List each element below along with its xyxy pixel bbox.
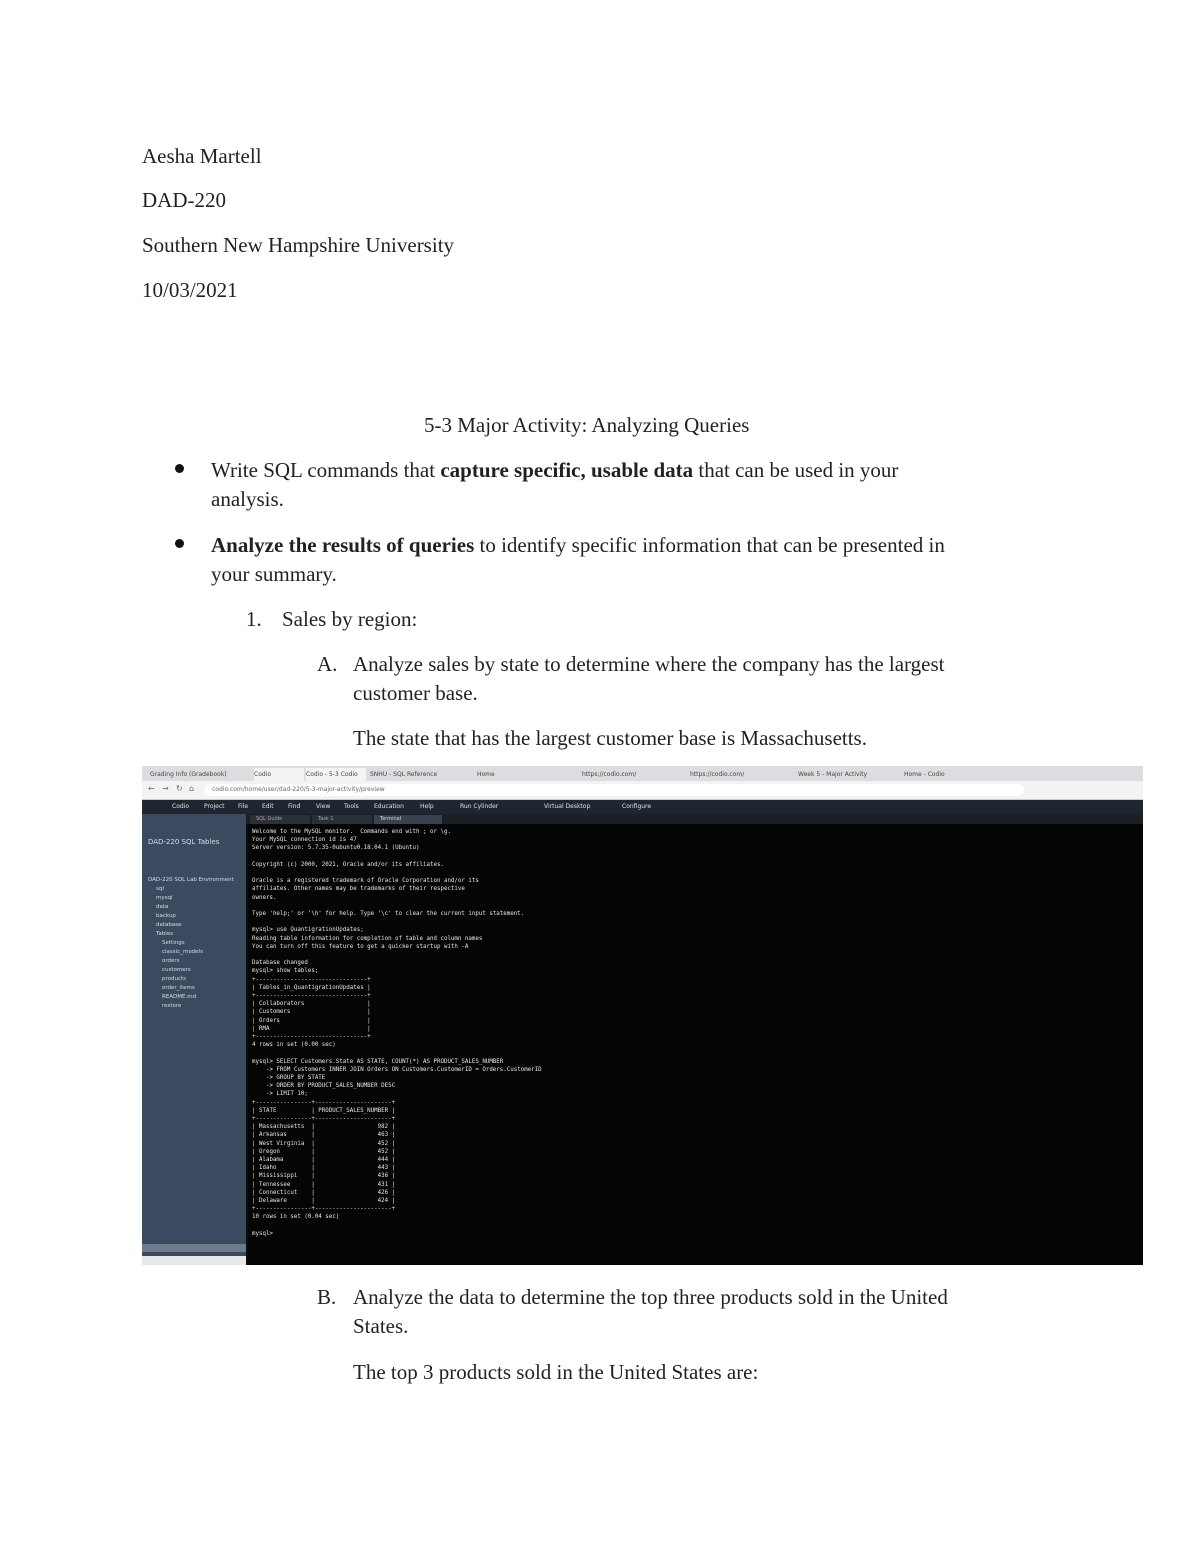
terminal-line: | Alabama | 444 | [252, 1157, 396, 1163]
reload-icon: ↻ [176, 784, 183, 793]
browser-tab: Grading Info (Gradebook) [150, 771, 227, 778]
terminal-line: | RMA | [252, 1025, 371, 1032]
menu-item: Tools [344, 803, 359, 810]
item-a-line2: customer base. [353, 681, 478, 705]
item-1-text: Sales by region: [282, 607, 418, 631]
terminal-line: Copyright (c) 2000, 2021, Oracle and/or its affiliates. [252, 861, 444, 868]
author-name: Aesha Martell [142, 144, 262, 168]
terminal-tab[interactable]: Task 1 [312, 815, 372, 824]
bullet-1-line2: analysis. [211, 487, 284, 511]
terminal-line: | Collaborators | [252, 1001, 371, 1008]
browser-tab: Week 5 - Major Activity [798, 771, 868, 778]
terminal-line: mysql> [252, 1230, 277, 1237]
item-a-letter: A. [317, 652, 338, 676]
browser-tab: https://codio.com/ [690, 771, 745, 778]
terminal-line: 10 rows in set (0.04 sec) [252, 1214, 340, 1221]
terminal-line: -> FROM Customers INNER JOIN Orders ON Customers.CustomerID = Orders.CustomerID [252, 1066, 542, 1073]
sidebar-item: database [156, 922, 182, 928]
home-icon: ⌂ [189, 784, 195, 793]
sidebar-item: DAD-220 SQL Lab Environment [148, 877, 234, 883]
terminal-line: | Delaware | 424 | [252, 1198, 396, 1204]
menu-item: File [238, 803, 249, 810]
sidebar-item: Settings [162, 940, 185, 946]
university-name: Southern New Hampshire University [142, 233, 455, 257]
sidebar-item: order_items [162, 985, 195, 991]
menu-item: Find [288, 803, 301, 810]
terminal-line: | Orders | [252, 1017, 371, 1024]
terminal-line: Welcome to the MySQL monitor. Commands end with ; or \g. [252, 829, 451, 835]
terminal-line: -> LIMIT 10; [252, 1091, 308, 1098]
sidebar-item: classic_models [162, 949, 203, 955]
terminal-line: | Tennessee | 431 | [252, 1181, 396, 1188]
menu-item: Help [420, 803, 434, 810]
terminal-line: | West Virginia | 452 | [252, 1140, 396, 1147]
terminal-line: | Oregon | 452 | [252, 1148, 396, 1155]
terminal-line: | Massachusetts | 982 | [252, 1124, 396, 1131]
terminal-line: Reading table information for completion of table and column names [252, 935, 483, 942]
item-b-line1: Analyze the data to determine the top three products sold in the United [353, 1285, 948, 1309]
terminal-line: Database changed [252, 960, 308, 967]
menu-item: Run Cylinder [460, 803, 499, 810]
terminal-line: -> GROUP BY STATE [252, 1075, 326, 1081]
bullet-1-line1: Write SQL commands that capture specific, usable data that can be used in your [211, 458, 899, 482]
bullet-2-line1: Analyze the results of queries to identify specific information that can be presented in [211, 533, 945, 557]
browser-tab: Codio - 5-3 Codio [306, 768, 366, 781]
browser-tab: Home - Codio [904, 771, 945, 778]
item-b-answer: The top 3 products sold in the United States are: [353, 1360, 759, 1384]
item-a-answer: The state that has the largest customer base is Massachusetts. [353, 726, 867, 750]
terminal-line: Type 'help;' or '\h' for help. Type '\c' to clear the current input statement. [252, 911, 525, 917]
course-code: DAD-220 [142, 188, 226, 212]
menu-item: Configure [622, 803, 652, 810]
item-a-line1: Analyze sales by state to determine where the company has the largest [353, 652, 945, 676]
sidebar-item: sql [156, 886, 164, 892]
browser-tab-strip [142, 766, 1143, 781]
document-date: 10/03/2021 [142, 278, 238, 302]
forward-icon: → [162, 784, 169, 793]
terminal-output [248, 824, 1143, 1265]
terminal-screenshot [142, 766, 1143, 1265]
back-icon: ← [148, 784, 155, 793]
terminal-line: | Idaho | 443 | [252, 1165, 396, 1172]
browser-tab: Home [477, 771, 495, 778]
terminal-line: +--------------------------------+ [252, 1034, 371, 1040]
menu-item: Education [374, 803, 404, 810]
menu-item: Virtual Desktop [544, 803, 591, 810]
menu-item: Project [204, 803, 225, 810]
terminal-line: mysql> show tables; [252, 968, 319, 975]
terminal-line: +--------------------------------+ [252, 976, 371, 983]
sidebar-item: mysql [156, 895, 173, 901]
sidebar-item: README.md [162, 994, 197, 1000]
sidebar-item: customers [162, 967, 191, 973]
terminal-line: | Mississippi | 436 | [252, 1173, 396, 1180]
browser-tab: Codio [254, 768, 304, 781]
sidebar-item: products [162, 976, 187, 982]
document-title: 5-3 Major Activity: Analyzing Queries [424, 413, 750, 437]
terminal-line: Oracle is a registered trademark of Oracle Corporation and/or its [252, 878, 479, 885]
browser-tab: https://codio.com/ [582, 771, 637, 778]
menu-item: View [316, 803, 331, 810]
menu-item: Codio [172, 803, 190, 810]
terminal-line: -> ORDER BY PRODUCT_SALES_NUMBER DESC [252, 1083, 396, 1090]
terminal-tab[interactable]: SQL Guide [250, 815, 310, 824]
terminal-tab[interactable]: Terminal [374, 815, 442, 824]
terminal-line: Server version: 5.7.35-0ubuntu0.18.04.1 (Ubuntu) [252, 845, 420, 852]
terminal-line: | Tables_in_QuantigrationUpdates | [252, 984, 371, 991]
terminal-line: +----------------+----------------------+ [252, 1206, 396, 1213]
item-b-line2: States. [353, 1314, 409, 1338]
terminal-line: mysql> SELECT Customers.State AS STATE, COUNT(*) AS PRODUCT_SALES_NUMBER [252, 1058, 504, 1065]
sidebar-title: DAD-220 SQL Tables [148, 838, 220, 846]
item-1-number: 1. [246, 607, 262, 631]
sidebar-item: Tables [156, 931, 174, 937]
terminal-line: | Connecticut | 426 | [252, 1189, 396, 1196]
terminal-line: +----------------+----------------------+ [252, 1099, 396, 1106]
terminal-line: Your MySQL connection id is 47 [252, 837, 357, 844]
terminal-tab-strip [246, 814, 1143, 824]
terminal-line: | Arkansas | 463 | [252, 1132, 396, 1139]
bullet-dot [175, 539, 184, 548]
terminal-line: You can turn off this feature to get a quicker startup with -A [252, 943, 469, 950]
ide-menu-bar [142, 800, 1143, 814]
bullet-dot [175, 464, 184, 473]
browser-tab: SNHU - SQL Reference [370, 771, 438, 778]
item-b-letter: B. [317, 1285, 337, 1309]
bullet-2-line2: your summary. [211, 562, 337, 586]
address-bar: codio.com/home/user/dad-220/5-3-major-activity/preview [204, 784, 1024, 796]
terminal-line: affiliates. Other names may be trademarks of their respective [252, 886, 465, 893]
terminal-line: 4 rows in set (0.00 sec) [252, 1042, 336, 1049]
sidebar-item: orders [162, 958, 180, 964]
terminal-line: owners. [252, 894, 277, 901]
sidebar-scrollbar[interactable] [142, 1244, 246, 1252]
terminal-line: +--------------------------------+ [252, 993, 371, 999]
menu-item: Edit [262, 803, 274, 810]
status-bar [142, 1256, 246, 1265]
sidebar-item: backup [156, 913, 176, 919]
terminal-line: mysql> use QuantigrationUpdates; [252, 927, 364, 934]
sidebar-item: data [156, 904, 169, 910]
sidebar-item: restore [162, 1003, 182, 1009]
terminal-line: | Customers | [252, 1009, 371, 1016]
terminal-line: | STATE | PRODUCT_SALES_NUMBER | [252, 1107, 396, 1114]
file-tree-sidebar [142, 814, 246, 1265]
terminal-line: +----------------+----------------------+ [252, 1116, 396, 1122]
browser-toolbar [142, 781, 1143, 800]
